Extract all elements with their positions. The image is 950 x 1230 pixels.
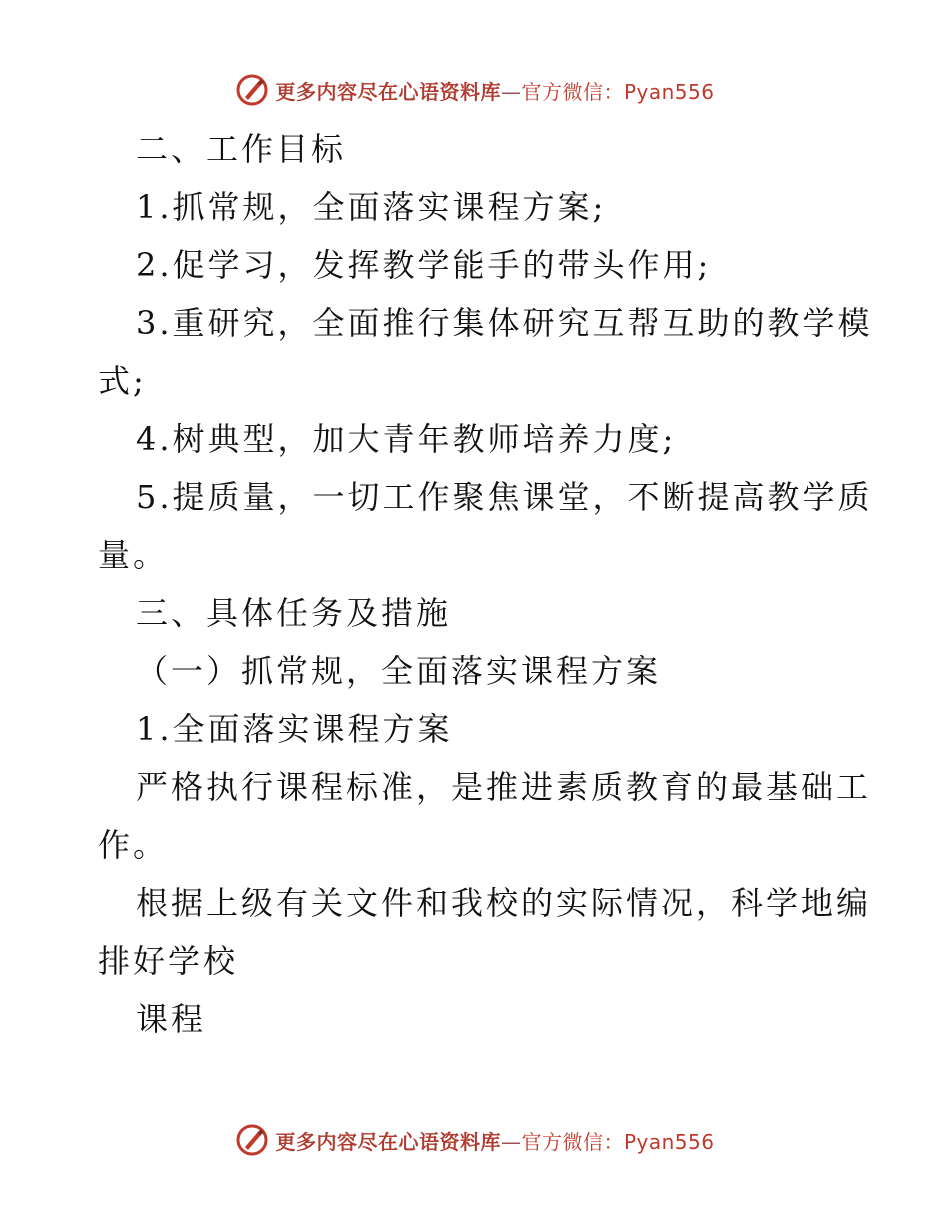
header-watermark xyxy=(0,72,950,108)
paragraph-line: 作。 xyxy=(98,826,169,864)
watermark-text xyxy=(275,1126,714,1155)
paragraph-line: 5.提质量，一切工作聚焦课堂，不断提高教学质 xyxy=(136,478,873,516)
pen-logo-icon xyxy=(235,1123,269,1157)
section-heading-goals: 二、工作目标 xyxy=(136,130,347,168)
item-heading: 1.全面落实课程方案 xyxy=(136,710,453,748)
paragraph-line: 4.树典型，加大青年教师培养力度; xyxy=(136,420,677,458)
paragraph-line: 根据上级有关文件和我校的实际情况，科学地编 xyxy=(136,884,872,922)
paragraph-line: 2.促学习，发挥教学能手的带头作用; xyxy=(136,246,712,284)
watermark-suffix: 官方微信：Pyan556 xyxy=(521,79,715,104)
subsection-heading: （一）抓常规，全面落实课程方案 xyxy=(136,652,662,690)
paragraph-line: 课程 xyxy=(136,1000,207,1038)
watermark-suffix: 官方微信：Pyan556 xyxy=(521,1129,715,1154)
paragraph-line: 排好学校 xyxy=(98,942,239,980)
watermark-brand: 更多内容尽在心语资料库 xyxy=(275,79,501,104)
section-heading-tasks: 三、具体任务及措施 xyxy=(136,594,452,632)
watermark-dash: — xyxy=(500,79,522,104)
paragraph-line: 1.抓常规，全面落实课程方案; xyxy=(136,188,607,226)
paragraph-line: 3.重研究，全面推行集体研究互帮互助的教学模 xyxy=(136,304,873,342)
watermark-brand: 更多内容尽在心语资料库 xyxy=(275,1129,501,1154)
paragraph-line: 式; xyxy=(98,362,147,400)
watermark-text xyxy=(275,76,714,105)
paragraph-line: 量。 xyxy=(98,536,169,574)
paragraph-line: 严格执行课程标准，是推进素质教育的最基础工 xyxy=(136,768,872,806)
footer-watermark xyxy=(0,1122,950,1158)
pen-logo-icon xyxy=(235,73,269,107)
document-body xyxy=(98,120,873,1048)
watermark-dash: — xyxy=(500,1129,522,1154)
